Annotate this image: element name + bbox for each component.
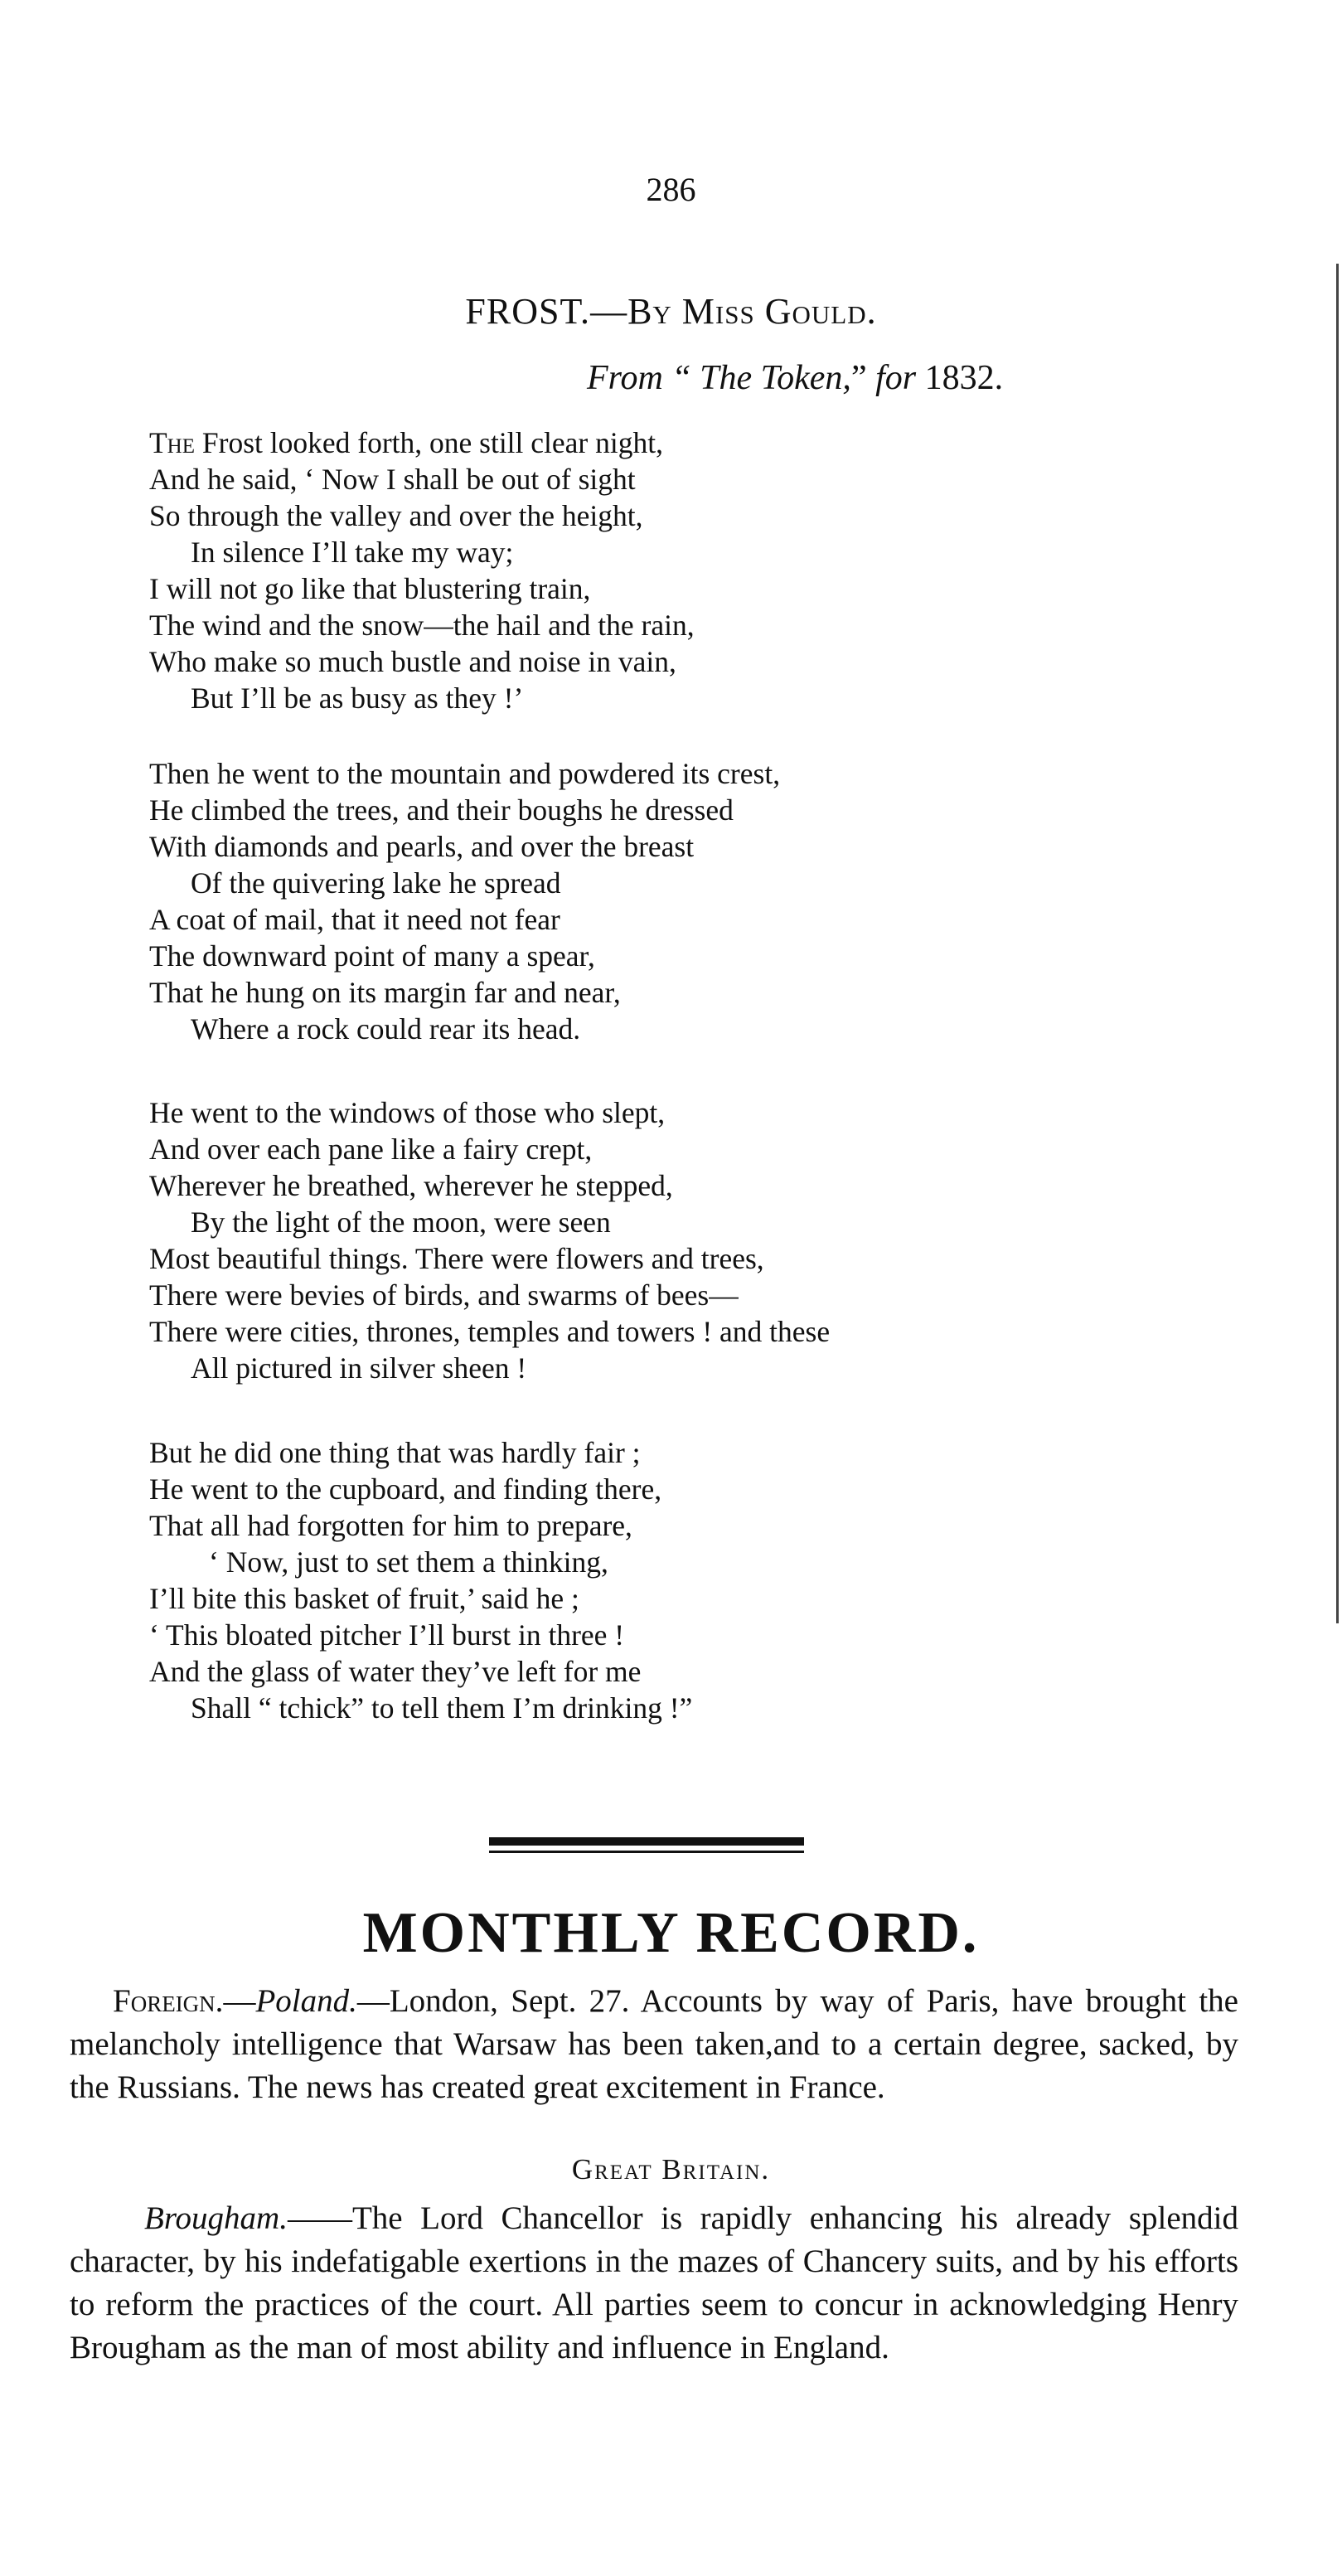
poem-stanza-2 (149, 755, 780, 1047)
foreign-label: Foreign. (113, 1983, 224, 2019)
poem-line: With diamonds and pearls, and over the breast (149, 830, 695, 863)
poem-title-main: FROST. (465, 291, 591, 332)
gutter-line (1336, 264, 1339, 1623)
poem-line: And the glass of water they’ve left for me (149, 1655, 642, 1688)
poem-line: ‘ Now, just to set them a thinking, (209, 1545, 608, 1579)
foreign-text: London, Sept. 27. Accounts by way of Paris, have brought the melancholy intelligence that Warsaw has been taken,and to a certain degree, sacked, by the Russians. The news has created great excitement in France. (70, 1983, 1238, 2105)
poem-line: ‘ This bloated pitcher I’ll burst in three ! (149, 1618, 625, 1652)
poem-line: So through the valley and over the height, (149, 499, 643, 532)
foreign-dash-2: — (356, 1983, 390, 2019)
page-number: 286 (646, 171, 696, 208)
poem-line: That he hung on its margin far and near, (149, 976, 621, 1009)
poem-line: I’ll bite this basket of fruit,’ said he ; (149, 1582, 579, 1615)
poem-line: I will not go like that blustering train, (149, 572, 591, 605)
britain-dash: —— (287, 2200, 352, 2236)
poem-line: Where a rock could rear its head. (191, 1012, 581, 1045)
source-mid: ” (850, 359, 876, 397)
poem-line: And he said, ‘ Now I shall be out of sight (149, 463, 636, 496)
poem-line: Who make so much bustle and noise in vain, (149, 645, 676, 678)
record-britain-paragraph (70, 2197, 1238, 2370)
poem-stanza-4 (149, 1434, 692, 1726)
source-work: The Token, (700, 359, 851, 397)
poem-line: And over each pane like a fairy crept, (149, 1133, 593, 1166)
record-foreign-paragraph (70, 1980, 1238, 2109)
poem-line: A coat of mail, that it need not fear (149, 903, 560, 936)
section-divider-thick (489, 1837, 804, 1846)
poem-line: Then he went to the mountain and powdered its crest, (149, 757, 781, 790)
poem-line: In silence I’ll take my way; (191, 536, 514, 569)
source-prefix: From “ (587, 359, 700, 397)
poem-line: Shall “ tchick” to tell them I’m drinking !” (191, 1691, 693, 1725)
poem-line: But he did one thing that was hardly fair ; (149, 1436, 641, 1469)
poem-line: There were bevies of birds, and swarms of bees— (149, 1278, 739, 1312)
poem-line: By the light of the moon, were seen (191, 1206, 611, 1239)
poem-line: All pictured in silver sheen ! (191, 1351, 527, 1385)
poem-line: The wind and the snow—the hail and the rain, (149, 609, 695, 642)
poem-author: By Miss Gould. (627, 291, 877, 332)
poem-line: He went to the cupboard, and finding there, (149, 1472, 662, 1506)
britain-text: The Lord Chancellor is rapidly enhancing his already splendid character, by his indefatigable exertions in the mazes of Chancery suits, and by his efforts to reform the practices of the court. All parties seem to concur in acknowledging Henry Brougham as the man of most ability and influence in England. (70, 2200, 1238, 2365)
poem-line: Most beautiful things. There were flowers and trees, (149, 1242, 764, 1275)
poem-stanza-1 (149, 424, 695, 716)
line-text: Frost looked forth, one still clear night, (195, 426, 663, 459)
poem-line: Wherever he breathed, wherever he stepped, (149, 1169, 673, 1202)
poem-line: There were cities, thrones, temples and towers ! and these (149, 1315, 831, 1348)
opening-word: The (149, 426, 196, 459)
section-heading: MONTHLY RECORD. (362, 1901, 980, 1965)
poem-line: But I’ll be as busy as they !’ (191, 682, 524, 715)
foreign-dash: — (223, 1983, 256, 2019)
poem-line (149, 424, 695, 461)
poem-line: He climbed the trees, and their boughs he dressed (149, 793, 734, 827)
source-year: 1832. (916, 359, 1004, 397)
poem-line: That all had forgotten for him to prepare, (149, 1509, 632, 1542)
poem-source (587, 358, 1003, 398)
britain-name: Brougham. (144, 2200, 288, 2236)
poem-line: He went to the windows of those who slept, (149, 1096, 666, 1129)
poem-line: The downward point of many a spear, (149, 939, 595, 973)
foreign-place: Poland. (255, 1983, 357, 2019)
source-for: for (875, 359, 917, 397)
section-divider-thin (489, 1851, 804, 1853)
poem-line: Of the quivering lake he spread (191, 866, 561, 900)
poem-stanza-3 (149, 1094, 830, 1386)
subheading-great-britain: Great Britain. (571, 2153, 771, 2185)
poem-title (0, 290, 1342, 332)
poem-title-dash: — (590, 291, 628, 332)
